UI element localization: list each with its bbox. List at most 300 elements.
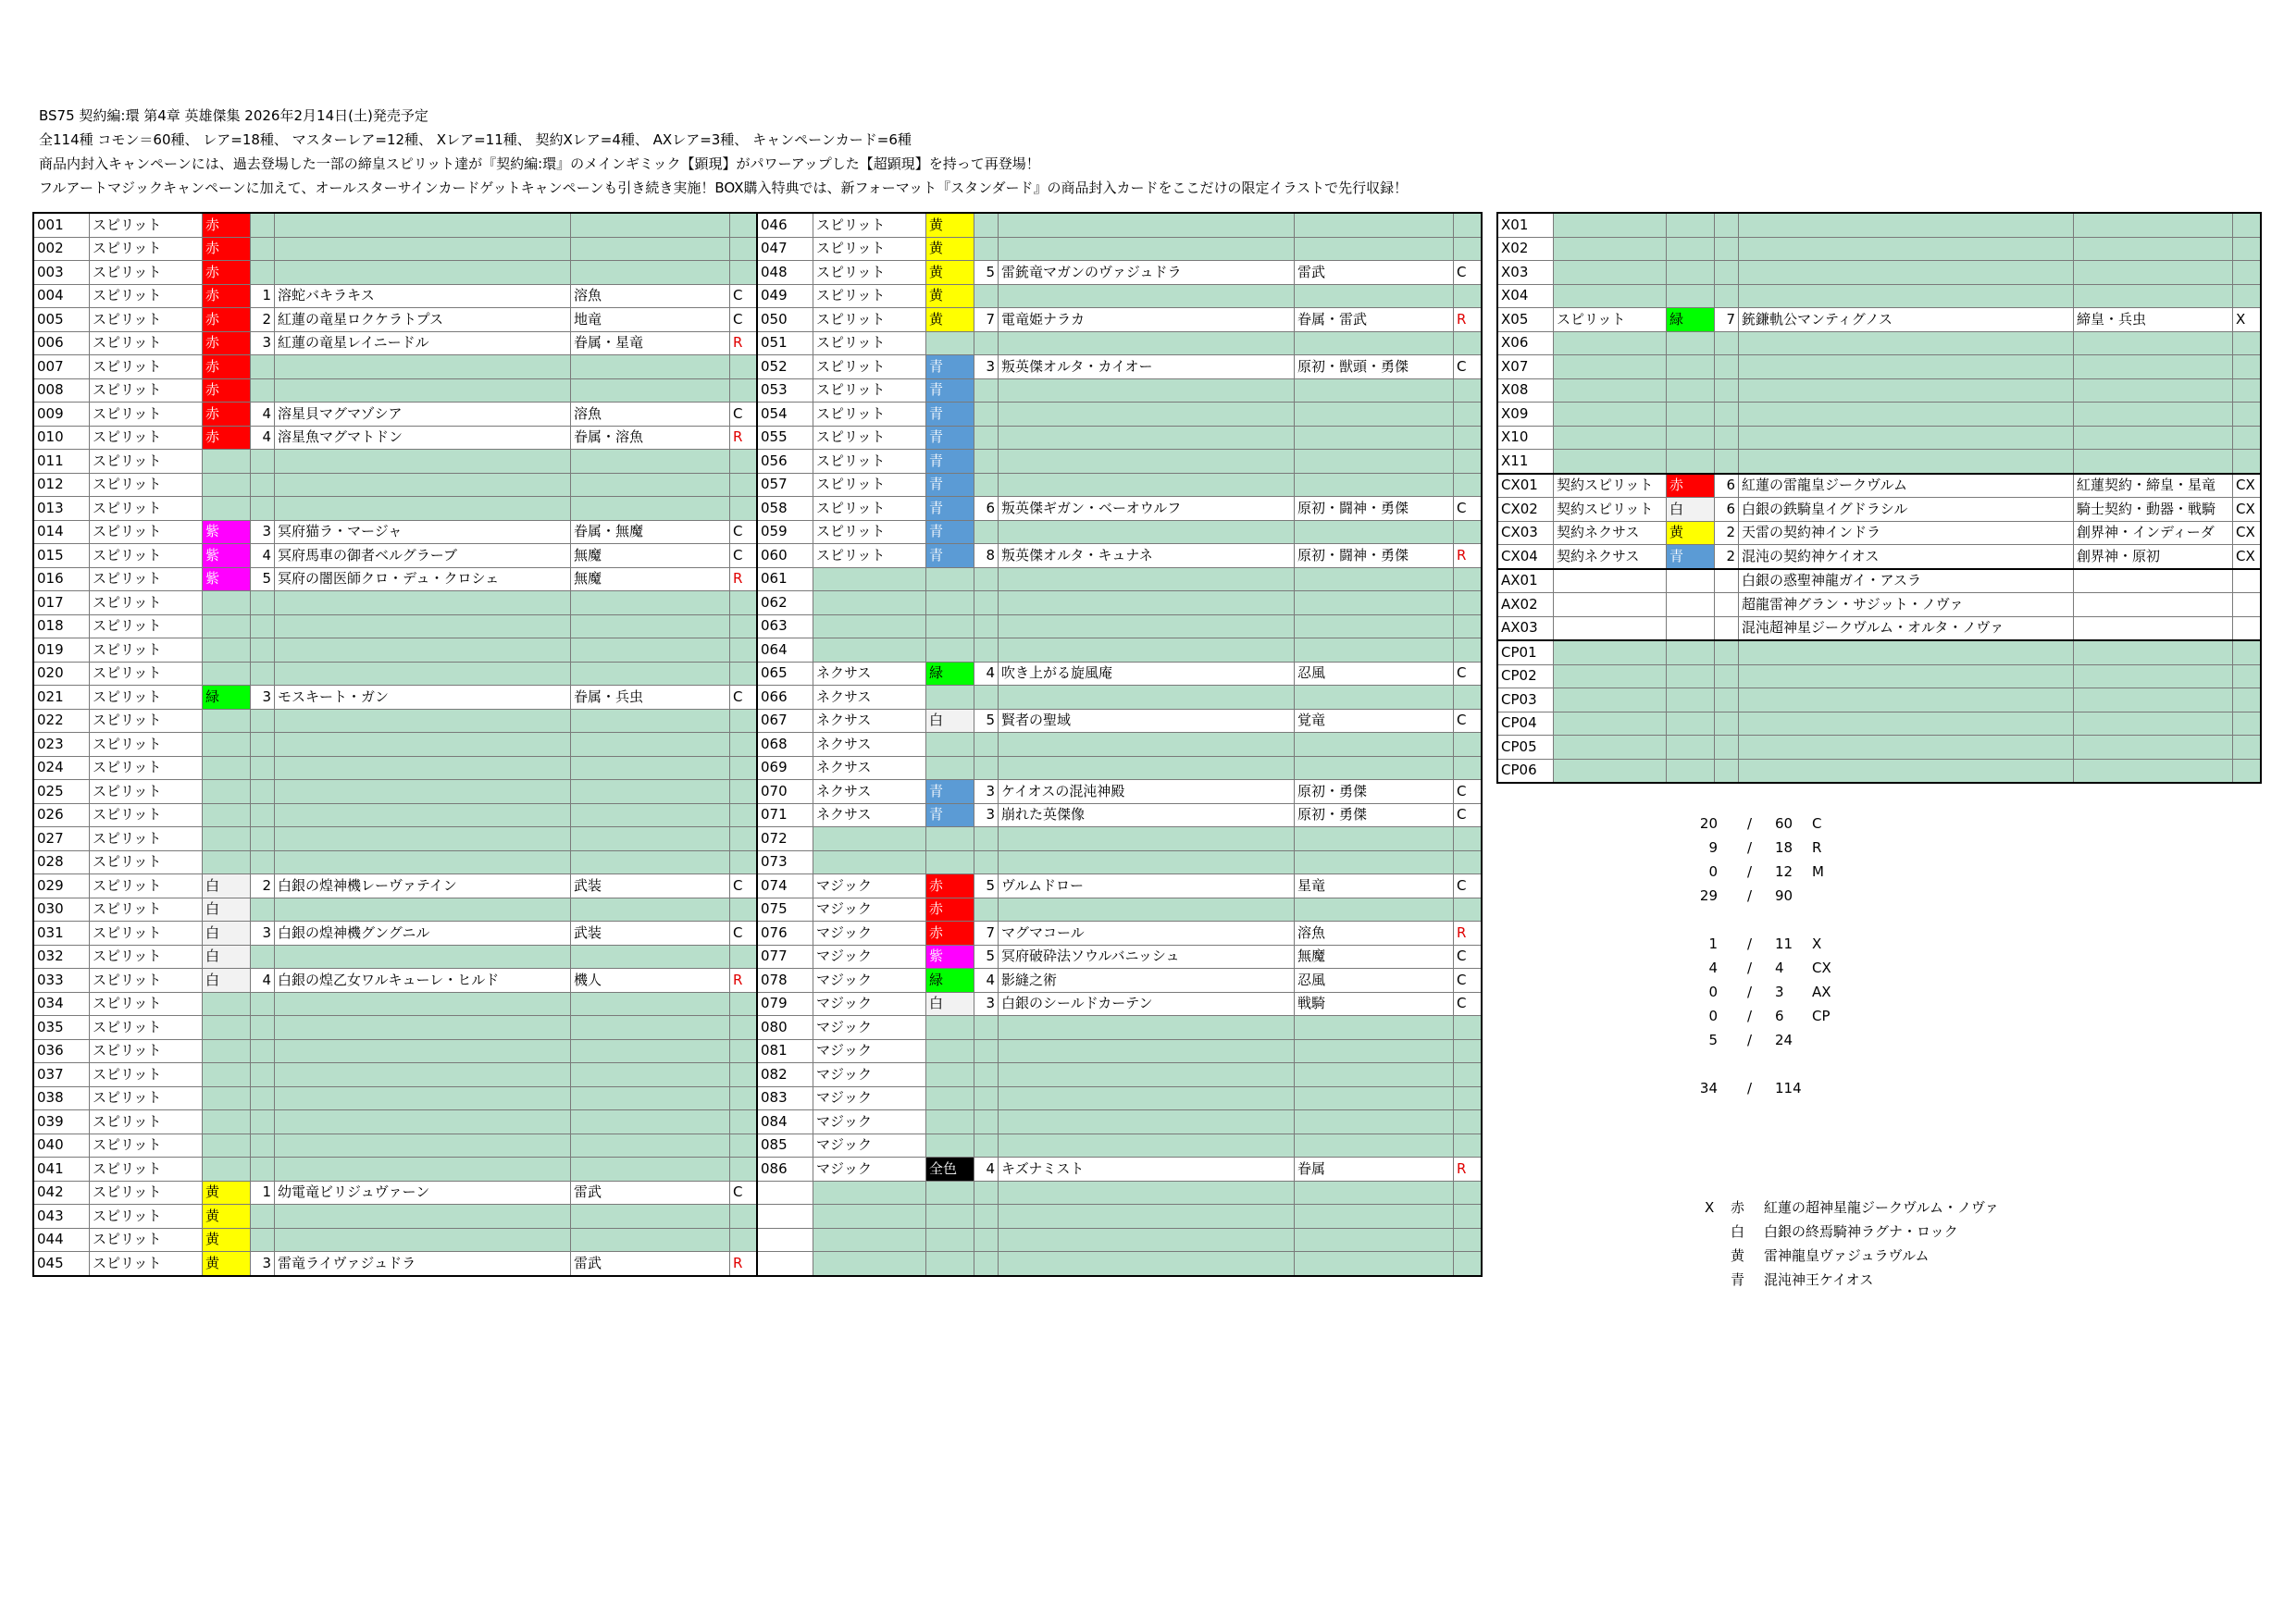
cell-num: 045 (34, 1252, 90, 1276)
cell-type: スピリット (813, 214, 926, 238)
cell-name (999, 214, 1295, 238)
cell-rarity: C (1454, 662, 1482, 686)
table-row (34, 1158, 758, 1182)
cell-num: 072 (758, 827, 813, 851)
cell-num: 029 (34, 874, 90, 898)
cell-num: CX01 (1498, 474, 1554, 498)
table-row (758, 473, 1482, 497)
table-row (758, 284, 1482, 308)
cell-color (1667, 450, 1715, 474)
cell-num: X11 (1498, 450, 1554, 474)
cell-color (926, 1063, 974, 1087)
table-row (758, 308, 1482, 332)
cell-name (275, 378, 571, 403)
card-table-2 (757, 213, 1482, 1276)
cell-rarity (730, 1158, 758, 1182)
cell-cost (251, 709, 275, 733)
table-row (758, 378, 1482, 403)
cell-type: スピリット (90, 1158, 203, 1182)
cell-color: 白 (203, 898, 251, 922)
cell-cost (251, 1063, 275, 1087)
table-row (34, 614, 758, 638)
cell-color (926, 1086, 974, 1110)
cell-family (571, 1063, 730, 1087)
cell-family: 覚竜 (1295, 709, 1454, 733)
cell-rarity: C (1454, 261, 1482, 285)
table-row (758, 591, 1482, 615)
cell-name (275, 473, 571, 497)
cell-num: 046 (758, 214, 813, 238)
table-row (758, 827, 1482, 851)
cell-rarity (730, 992, 758, 1016)
cell-cost: 3 (974, 355, 999, 379)
table-row (758, 1016, 1482, 1040)
table-row (1498, 545, 2261, 569)
cell-name (1739, 237, 2074, 261)
cell-type (1554, 426, 1667, 450)
cell-rarity: C (1454, 355, 1482, 379)
table-row (34, 850, 758, 874)
cell-type: スピリット (90, 898, 203, 922)
cell-num: 070 (758, 780, 813, 804)
cell-cost (1715, 616, 1739, 640)
cell-family (571, 780, 730, 804)
campaign-note-line: 商品内封入キャンペーンには、過去登場した一部の締皇スピリット達が『契約編:環』のメインギミック【顕現】がパワーアップした【超顕現】を持って再登場！ (39, 155, 1040, 172)
summary-c: CP (1812, 1008, 1831, 1024)
cell-type: スピリット (90, 686, 203, 710)
cell-cost: 4 (251, 403, 275, 427)
cell-cost (251, 1039, 275, 1063)
cell-family: 忍風 (1295, 662, 1454, 686)
cell-type: スピリット (90, 922, 203, 946)
cell-type: スピリット (1554, 308, 1667, 332)
cell-name (999, 1063, 1295, 1087)
cell-type: マジック (813, 969, 926, 993)
cell-cost (251, 756, 275, 780)
cell-color (1667, 616, 1715, 640)
cell-num: 008 (34, 378, 90, 403)
cell-name (999, 1039, 1295, 1063)
cell-color: 白 (203, 874, 251, 898)
table-row (758, 237, 1482, 261)
cell-color (1667, 664, 1715, 688)
cell-name (999, 331, 1295, 355)
cell-type: ネクサス (813, 756, 926, 780)
cell-rarity (1454, 473, 1482, 497)
cell-type: スピリット (813, 237, 926, 261)
cell-name (275, 1039, 571, 1063)
cell-type: スピリット (813, 378, 926, 403)
cell-rarity: C (730, 403, 758, 427)
cell-name: 白銀のシールドカーテン (999, 992, 1295, 1016)
cell-family (1295, 591, 1454, 615)
cell-color (1667, 284, 1715, 308)
table-row (34, 567, 758, 591)
cell-cost (974, 756, 999, 780)
cell-family (571, 378, 730, 403)
cell-color: 青 (926, 378, 974, 403)
summary-b: 12 (1775, 863, 1793, 880)
cell-type: スピリット (813, 520, 926, 544)
cell-rarity: C (1454, 780, 1482, 804)
cell-num: 002 (34, 237, 90, 261)
cell-num: 079 (758, 992, 813, 1016)
table-row (34, 945, 758, 969)
cell-family: 原初・勇傑 (1295, 803, 1454, 827)
table-row (758, 733, 1482, 757)
cell-cost (1715, 759, 1739, 783)
summary-a: 0 (1708, 863, 1718, 880)
table-row (34, 1086, 758, 1110)
cell-color (1667, 331, 1715, 355)
cell-color (203, 591, 251, 615)
summary-a: 9 (1708, 839, 1718, 856)
cell-color: 白 (926, 992, 974, 1016)
cell-color (926, 850, 974, 874)
cell-name: モスキート・ガン (275, 686, 571, 710)
cell-num: 038 (34, 1086, 90, 1110)
cell-name: 冥府馬車の御者ベルグラーブ (275, 544, 571, 568)
cell-family: 溶魚 (1295, 922, 1454, 946)
cell-rarity (1454, 850, 1482, 874)
cell-color: 赤 (203, 214, 251, 238)
cell-rarity (730, 827, 758, 851)
cell-cost (1715, 237, 1739, 261)
cell-family (2074, 712, 2233, 736)
cell-num: 054 (758, 403, 813, 427)
cell-rarity (1454, 1063, 1482, 1087)
cell-rarity (730, 756, 758, 780)
cell-type: ネクサス (813, 709, 926, 733)
cell-type: ネクサス (813, 780, 926, 804)
cell-num (758, 1205, 813, 1229)
cell-color (1667, 403, 1715, 427)
cell-cost (1715, 688, 1739, 712)
table-row (1498, 426, 2261, 450)
cell-cost: 3 (251, 520, 275, 544)
summary-c: X (1812, 935, 1822, 952)
cell-name (275, 709, 571, 733)
table-row (34, 686, 758, 710)
table-row (758, 567, 1482, 591)
cell-rarity (2233, 569, 2261, 593)
cell-cost (251, 237, 275, 261)
cell-family: 眷属・無魔 (571, 520, 730, 544)
cell-family (1295, 1134, 1454, 1158)
cell-name (275, 1205, 571, 1229)
cell-type: スピリット (90, 450, 203, 474)
cell-family: 地竜 (571, 308, 730, 332)
cell-name: 賢者の聖域 (999, 709, 1295, 733)
table-row (1498, 474, 2261, 498)
cell-rarity: R (1454, 922, 1482, 946)
cell-name: 冥府の闇医師クロ・デュ・クロシェ (275, 567, 571, 591)
cell-cost (974, 1181, 999, 1205)
cell-type: スピリット (90, 591, 203, 615)
cell-type (1554, 261, 1667, 285)
cell-family (571, 1086, 730, 1110)
cell-color (1667, 759, 1715, 783)
cell-type (1554, 378, 1667, 403)
x-list-tag: X (1705, 1199, 1715, 1216)
cell-rarity: R (730, 426, 758, 450)
summary-sep: / (1747, 960, 1753, 976)
cell-cost (1715, 355, 1739, 379)
table-row (758, 709, 1482, 733)
cell-num: CP04 (1498, 712, 1554, 736)
table-row (34, 1228, 758, 1252)
cell-name (999, 686, 1295, 710)
cell-name: 崩れた英傑像 (999, 803, 1295, 827)
cell-type: スピリット (90, 756, 203, 780)
cell-cost: 4 (251, 426, 275, 450)
cell-cost (251, 803, 275, 827)
cell-cost (1715, 426, 1739, 450)
summary-sep: / (1747, 1032, 1753, 1048)
cell-family (1295, 1181, 1454, 1205)
cell-color: 紫 (926, 945, 974, 969)
table-row (34, 473, 758, 497)
cell-color (1667, 378, 1715, 403)
cell-rarity (2233, 759, 2261, 783)
cell-family (1295, 403, 1454, 427)
summary-c: C (1812, 815, 1822, 832)
cell-type (1554, 688, 1667, 712)
cell-type: スピリット (90, 567, 203, 591)
cell-rarity (2233, 331, 2261, 355)
cell-name (1739, 284, 2074, 308)
cell-family (1295, 756, 1454, 780)
cell-num: 056 (758, 450, 813, 474)
cell-family: 創界神・インディーダ (2074, 521, 2233, 545)
cell-type (813, 1181, 926, 1205)
cell-color (203, 733, 251, 757)
cell-color (203, 780, 251, 804)
cell-family: 原初・勇傑 (1295, 780, 1454, 804)
cell-type (1554, 214, 1667, 238)
cell-cost: 2 (1715, 545, 1739, 569)
cell-cost (1715, 261, 1739, 285)
cell-rarity (730, 378, 758, 403)
cell-type (1554, 712, 1667, 736)
cell-rarity (730, 591, 758, 615)
table-row (758, 450, 1482, 474)
cell-type (1554, 403, 1667, 427)
table-row (34, 1134, 758, 1158)
cell-num: CP03 (1498, 688, 1554, 712)
cell-family: 騎士契約・動器・戦騎 (2074, 498, 2233, 522)
cell-num: 003 (34, 261, 90, 285)
cell-num: 069 (758, 756, 813, 780)
table-row (34, 544, 758, 568)
cell-color (203, 1158, 251, 1182)
cell-family: 無魔 (571, 567, 730, 591)
cell-family (1295, 1252, 1454, 1276)
cell-name: 白銀の惑聖神龍ガイ・アスラ (1739, 569, 2074, 593)
cell-color (1667, 426, 1715, 450)
cell-cost (1715, 450, 1739, 474)
cell-cost (251, 473, 275, 497)
cell-rarity (1454, 1205, 1482, 1229)
cell-color (203, 450, 251, 474)
cell-color: 青 (926, 426, 974, 450)
cell-color (203, 992, 251, 1016)
cell-family: 忍風 (1295, 969, 1454, 993)
cell-color: 黄 (203, 1252, 251, 1276)
summary-a: 4 (1708, 960, 1718, 976)
cell-rarity (730, 945, 758, 969)
cell-rarity (1454, 1228, 1482, 1252)
cell-name (1739, 214, 2074, 238)
cell-type: マジック (813, 1016, 926, 1040)
cell-rarity (1454, 1016, 1482, 1040)
table-row (758, 403, 1482, 427)
cell-color (926, 1205, 974, 1229)
cell-rarity (730, 638, 758, 663)
cell-num: 050 (758, 308, 813, 332)
cell-num: 006 (34, 331, 90, 355)
cell-color (1667, 261, 1715, 285)
cell-color: 赤 (203, 331, 251, 355)
cell-num: 083 (758, 1086, 813, 1110)
cell-name (999, 473, 1295, 497)
cell-num: 073 (758, 850, 813, 874)
cell-color: 白 (1667, 498, 1715, 522)
cell-family (1295, 450, 1454, 474)
cell-type (1554, 759, 1667, 783)
cell-family (571, 827, 730, 851)
table-row (34, 922, 758, 946)
cell-cost: 3 (974, 992, 999, 1016)
cell-type: マジック (813, 1086, 926, 1110)
cell-num (758, 1181, 813, 1205)
cell-num: 074 (758, 874, 813, 898)
cell-color (1667, 355, 1715, 379)
cell-cost (251, 945, 275, 969)
cell-cost (974, 520, 999, 544)
cell-rarity (1454, 1134, 1482, 1158)
cell-color (203, 1016, 251, 1040)
cell-num: 085 (758, 1134, 813, 1158)
summary-b: 24 (1775, 1032, 1793, 1048)
cell-rarity: C (1454, 945, 1482, 969)
cell-rarity: C (730, 544, 758, 568)
x-list-color: 白 (1731, 1223, 1745, 1240)
cell-num: 063 (758, 614, 813, 638)
cell-rarity (730, 237, 758, 261)
cell-type: スピリット (90, 355, 203, 379)
cell-type: スピリット (813, 497, 926, 521)
cell-color: 赤 (926, 898, 974, 922)
cell-cost (974, 614, 999, 638)
cell-name: 白銀の煌神機レーヴァテイン (275, 874, 571, 898)
cell-cost (974, 284, 999, 308)
table-row (758, 662, 1482, 686)
cell-rarity (1454, 214, 1482, 238)
cell-type: スピリット (813, 308, 926, 332)
cell-type: ネクサス (813, 803, 926, 827)
cell-cost (251, 378, 275, 403)
cell-rarity: R (730, 331, 758, 355)
cell-type (813, 850, 926, 874)
cell-family: 戦騎 (1295, 992, 1454, 1016)
table-row (34, 969, 758, 993)
cell-cost (974, 1063, 999, 1087)
cell-name: 溶蛇バキラキス (275, 284, 571, 308)
cell-type: スピリット (90, 638, 203, 663)
table-row (34, 355, 758, 379)
cell-family: 雷武 (1295, 261, 1454, 285)
table-row (34, 780, 758, 804)
table-row (34, 1063, 758, 1087)
cell-num: 062 (758, 591, 813, 615)
cell-cost: 1 (251, 1181, 275, 1205)
cell-color: 黄 (203, 1181, 251, 1205)
table-row (758, 544, 1482, 568)
cell-cost (251, 1158, 275, 1182)
cell-cost (251, 1110, 275, 1134)
table-row (34, 1016, 758, 1040)
cell-color: 黄 (926, 214, 974, 238)
cell-type: スピリット (90, 544, 203, 568)
cell-color: 黄 (926, 261, 974, 285)
cell-cost: 4 (974, 1158, 999, 1182)
cell-family (571, 1110, 730, 1134)
cell-type: スピリット (90, 827, 203, 851)
cell-num: 082 (758, 1063, 813, 1087)
cell-type: マジック (813, 1158, 926, 1182)
cell-rarity: R (730, 1252, 758, 1276)
cell-name (999, 378, 1295, 403)
cell-name (1739, 261, 2074, 285)
cell-name (275, 1134, 571, 1158)
cell-cost (974, 214, 999, 238)
cell-name (999, 1181, 1295, 1205)
cell-type (813, 827, 926, 851)
cell-cost (1715, 214, 1739, 238)
cell-family (571, 591, 730, 615)
cell-family (1295, 1086, 1454, 1110)
cell-num: AX01 (1498, 569, 1554, 593)
cell-cost (251, 827, 275, 851)
cell-color: 白 (203, 922, 251, 946)
cell-type: スピリット (90, 1228, 203, 1252)
cell-color: 白 (926, 709, 974, 733)
cell-type: スピリット (813, 473, 926, 497)
summary-b: 18 (1775, 839, 1793, 856)
cell-color (926, 686, 974, 710)
cell-rarity (1454, 733, 1482, 757)
cell-rarity (1454, 1181, 1482, 1205)
cell-rarity (730, 780, 758, 804)
table-row (758, 1086, 1482, 1110)
cell-family (571, 261, 730, 285)
cell-num: 027 (34, 827, 90, 851)
cell-name: 冥府破砕法ソウルバニッシュ (999, 945, 1295, 969)
cell-type: ネクサス (813, 662, 926, 686)
cell-cost (1715, 664, 1739, 688)
cell-num: CX02 (1498, 498, 1554, 522)
cell-type (813, 1252, 926, 1276)
cell-name (275, 992, 571, 1016)
cell-family (2074, 640, 2233, 664)
cell-name (1739, 331, 2074, 355)
cell-family (571, 850, 730, 874)
cell-family: 星竜 (1295, 874, 1454, 898)
cell-type: スピリット (90, 1134, 203, 1158)
table-row (758, 992, 1482, 1016)
cell-cost (251, 355, 275, 379)
